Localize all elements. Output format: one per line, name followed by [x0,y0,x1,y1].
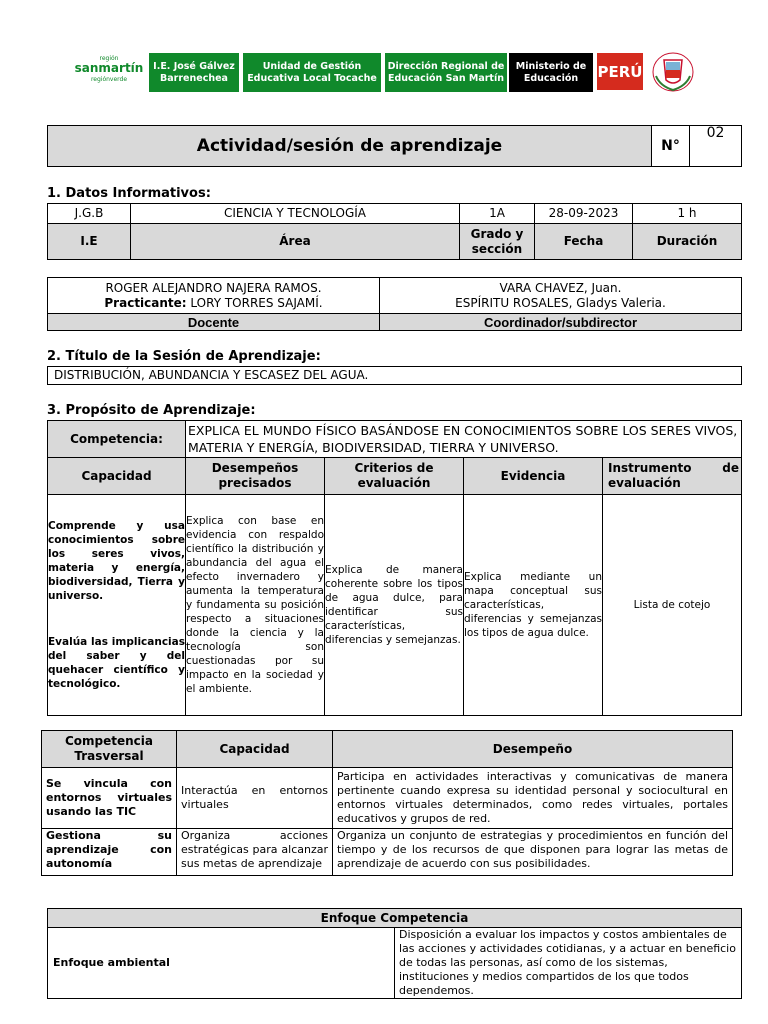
proposito-table [47,420,742,716]
criterios-header: Criterios de evaluación [325,458,464,495]
ugel-logo-box: Unidad de Gestión Educativa Local Tocache [243,53,381,92]
duracion-value: 1 h [633,204,742,224]
page-title: Actividad/sesión de aprendizaje [48,126,652,167]
desempeno-trasversal-1: Participa en actividades interactivas y comunicativas de manera pertinente cuando expresa su identidad personal y sociocultural en entornos virtuales determinados, como redes virtuales, portales educativos y grupos de red. [333,768,733,829]
dre-logo-box: Dirección Regional de Educación San Martín [385,53,507,92]
desempeno-cell: Explica con base en evidencia con respaldo científico la distribución y abundancia del agua el efecto invernadero y aumenta la temperatura y fundamenta su posición respecto a situaciones donde la ciencia y la tecnología son cuestionadas por su impacto en la sociedad y el ambiente. [186,495,325,716]
criterio-cell: Explica de manera coherente sobre los tipos de agua dulce, para identificar sus características, diferencias y semejanzas. [325,495,464,716]
enfoque-text: Disposición a evaluar los impactos y costos ambientales de las acciones y actividades cotidianas, y a actuar en beneficio de todas las personas, así como de los sistemas, instituciones y medios compartidos de los que todos dependemos. [395,928,742,999]
desempenos-header: Desempeños precisados [186,458,325,495]
ie-value: J.G.B [48,204,131,224]
grado-value: 1A [460,204,535,224]
evidencia-cell: Explica mediante un mapa conceptual sus características, diferencias y semejanzas los tipos de agua dulce. [464,495,603,716]
capacidad-trasversal-2: Organiza acciones estratégicas para alcanzar sus metas de aprendizaje [177,829,333,876]
capacidad-cell: Comprende y usa conocimientos sobre los seres vivos, materia y energía, biodiversidad, Tierra y universo. Evalúa las implicancias del saber y del quehacer científico y tecnológico. [48,495,186,716]
grado-label: Grado y sección [460,224,535,260]
enfoque-table [47,908,742,999]
titulo-table [47,366,742,385]
datos-table [47,203,742,260]
docentes-table [47,277,742,331]
transversal-table [41,730,733,876]
desempeno-trasversal-header: Desempeño [333,731,733,768]
region-san-martin-logo: región sanmartín regiónverde [74,55,144,83]
datos-heading: 1. Datos Informativos: [47,186,211,201]
comp-trasversal-1: Se vincula con entornos virtuales usando las TIC [42,768,177,829]
fecha-value: 28-09-2023 [535,204,633,224]
ie-label: I.E [48,224,131,260]
instrumento-header: Instrumento de evaluación [603,458,742,495]
enfoque-label: Enfoque ambiental [48,928,395,999]
comp-trasversal-2: Gestiona su aprendizaje con autonomía [42,829,177,876]
competencia-label: Competencia: [48,421,186,458]
comp-trasversal-header: Competencia Trasversal [42,731,177,768]
enfoque-header: Enfoque Competencia [48,909,742,928]
capacidad-trasversal-header: Capacidad [177,731,333,768]
evidencia-header: Evidencia [464,458,603,495]
docente-label: Docente [48,314,380,331]
titulo-value: DISTRIBUCIÓN, ABUNDANCIA Y ESCASEZ DEL AGUA. [48,367,742,385]
area-label: Área [131,224,460,260]
desempeno-trasversal-2: Organiza un conjunto de estrategias y procedimientos en función del tiempo y de los recursos de que disponen para lograr las metas de aprendizaje de acuerdo con sus posibilidades. [333,829,733,876]
table-row [42,768,733,829]
coat-of-arms-icon [650,50,696,94]
proposito-heading: 3. Propósito de Aprendizaje: [47,403,256,418]
fecha-label: Fecha [535,224,633,260]
capacidad-trasversal-1: Interactúa en entornos virtuales [177,768,333,829]
coordinador-names: VARA CHAVEZ, Juan. ESPÍRITU ROSALES, Gladys Valeria. [380,278,742,314]
capacidad-header: Capacidad [48,458,186,495]
competencia-text: EXPLICA EL MUNDO FÍSICO BASÁNDOSE EN CONOCIMIENTOS SOBRE LOS SERES VIVOS, MATERIA Y ENERGÍA, BIODIVERSIDAD, TIERRA Y UNIVERSO. [186,421,742,458]
session-number: 02 [690,126,742,167]
ie-logo-box: I.E. José Gálvez Barrenechea [149,53,239,92]
minedu-logo-box: Ministerio de Educación [509,53,593,92]
docente-names: ROGER ALEJANDRO NAJERA RAMOS. Practicante: LORY TORRES SAJAMÍ. [48,278,380,314]
session-number-label: N° [652,126,690,167]
titulo-heading: 2. Título de la Sesión de Aprendizaje: [47,349,321,364]
table-row [42,829,733,876]
peru-logo: PERÚ [597,53,643,90]
area-value: CIENCIA Y TECNOLOGÍA [131,204,460,224]
coordinador-label: Coordinador/subdirector [380,314,742,331]
title-table [47,125,742,167]
duracion-label: Duración [633,224,742,260]
instrumento-cell: Lista de cotejo [603,495,742,716]
